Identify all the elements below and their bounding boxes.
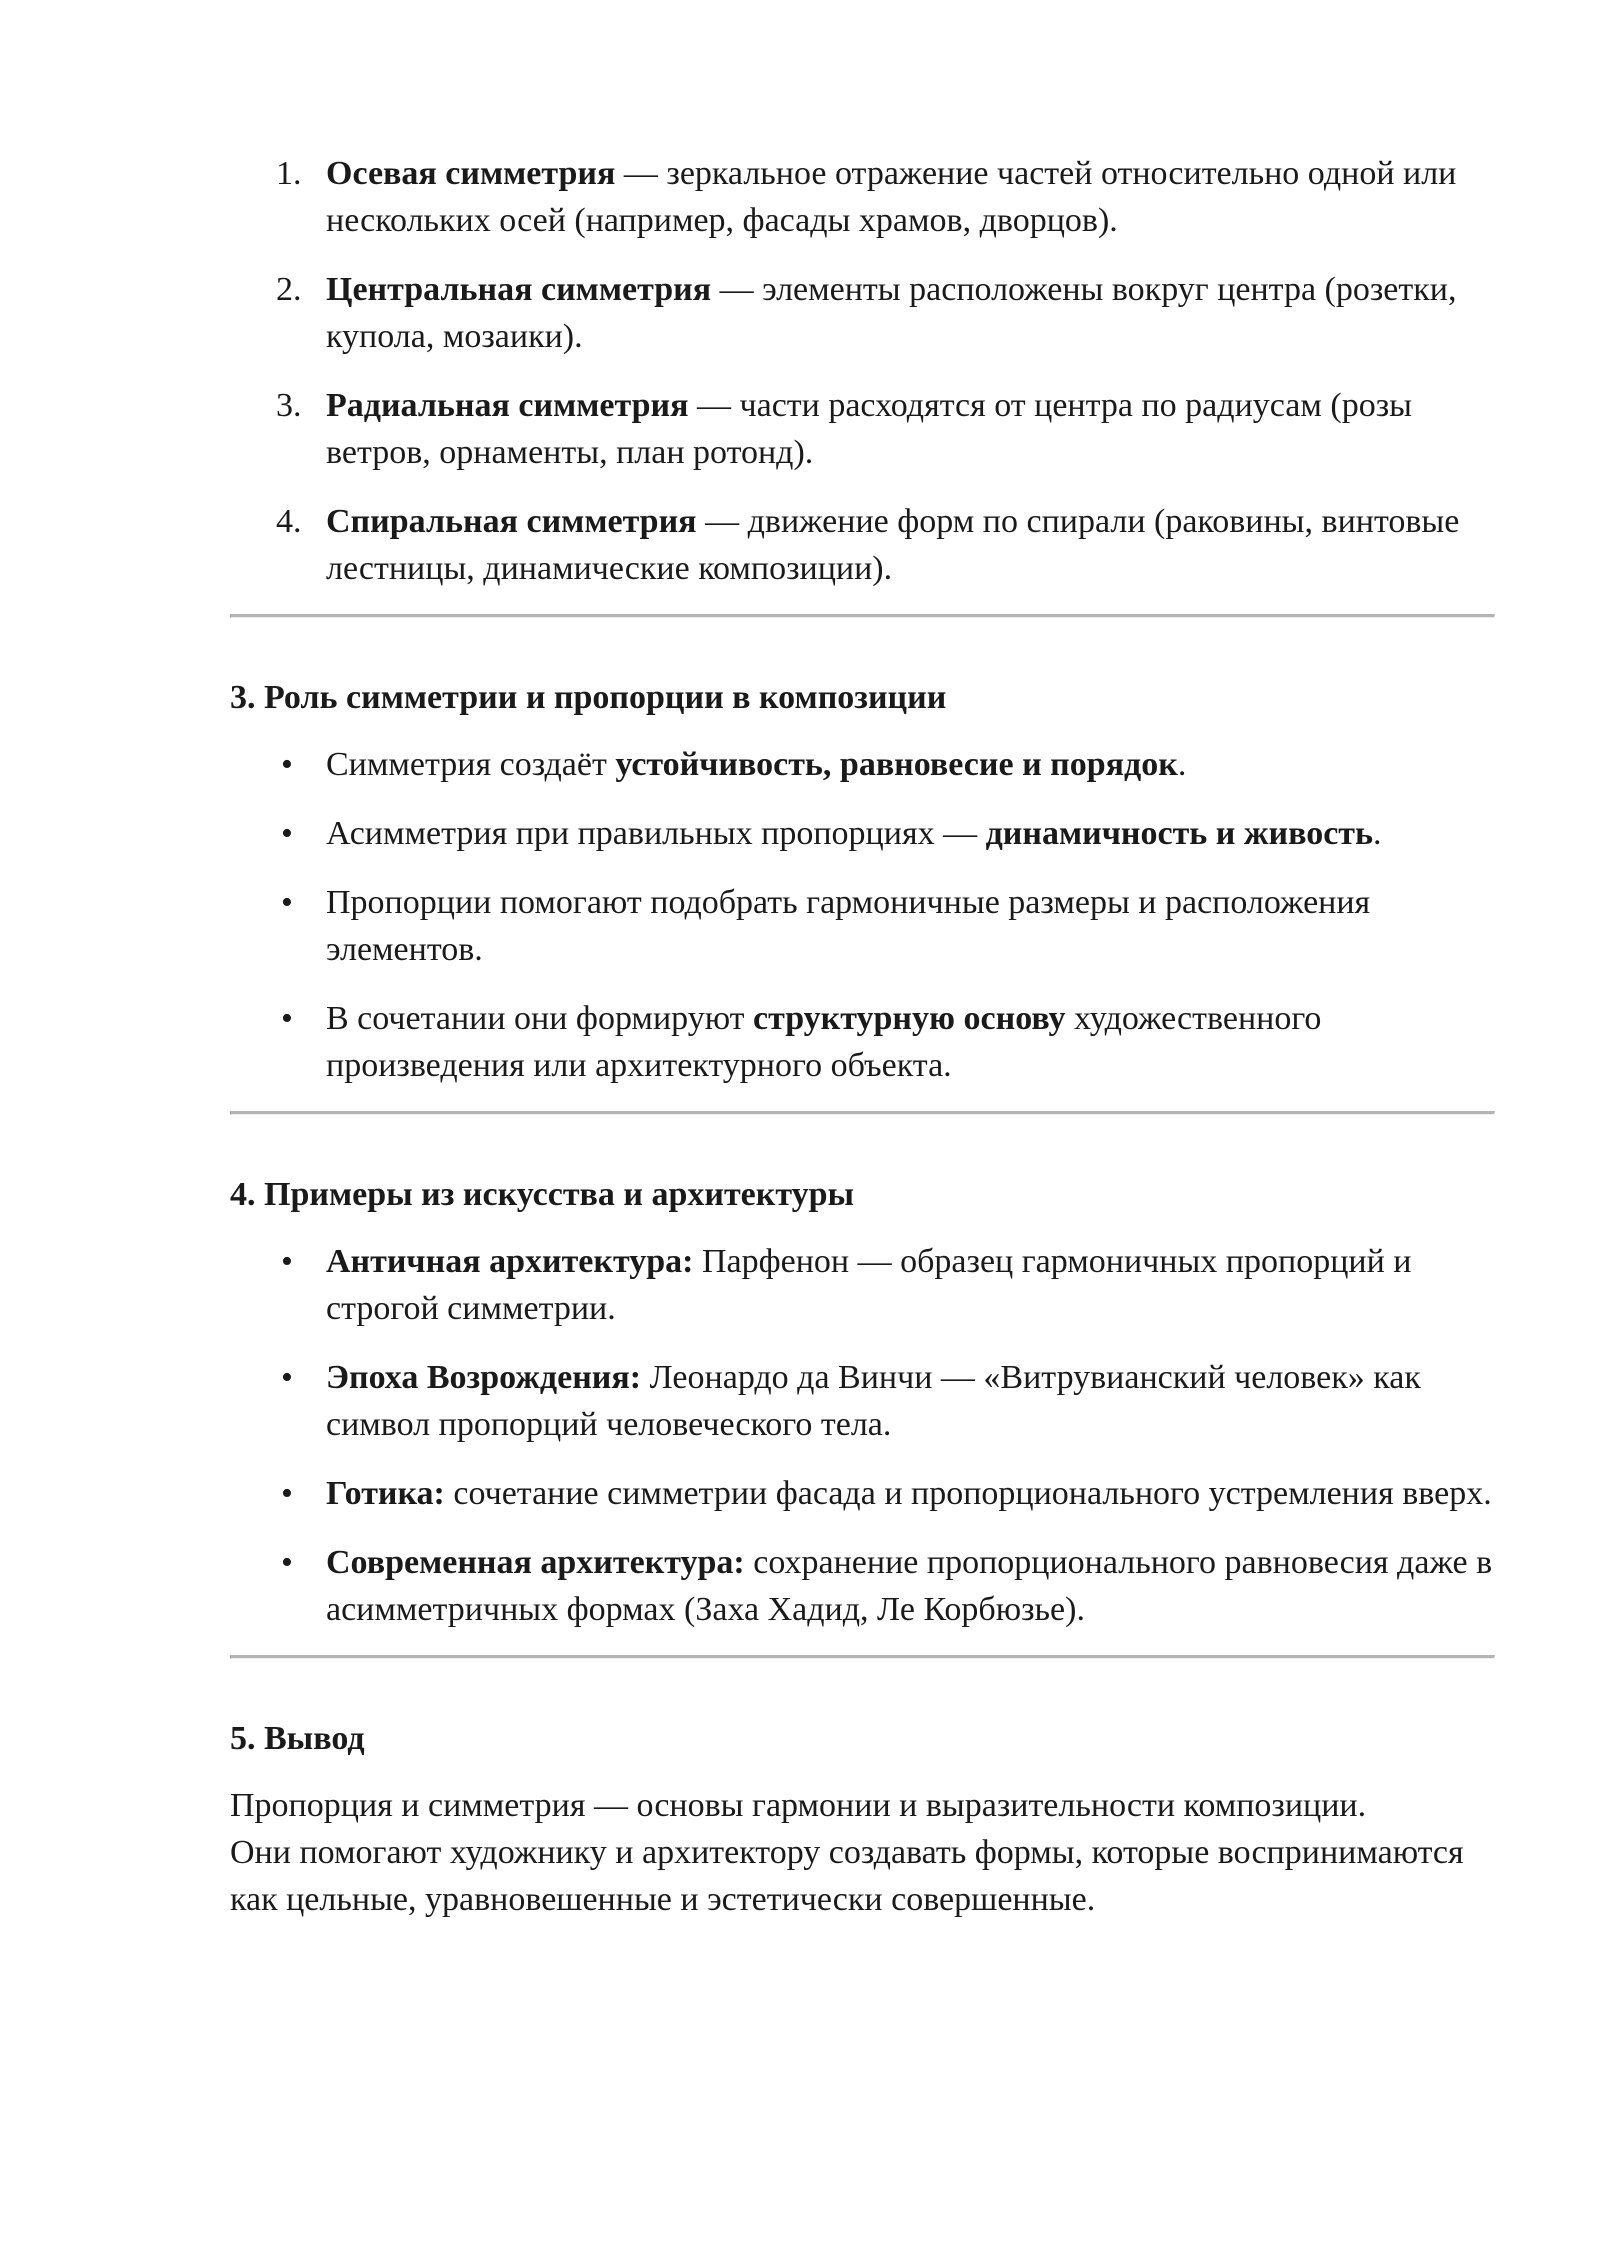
list-item [230, 382, 1495, 476]
bullet: • [281, 1000, 293, 1037]
item-text: художественного произведения или архитектурного объекта. [326, 1000, 1322, 1084]
item-text: — элементы расположены вокруг центра (розетки, купола, мозаики). [326, 271, 1457, 355]
section-divider [230, 614, 1495, 618]
list-item [230, 810, 1495, 857]
role-list [230, 741, 1495, 1089]
bullet: • [281, 1544, 293, 1581]
item-text: — движение форм по спирали (раковины, винтовые лестницы, динамические композиции). [326, 503, 1460, 587]
section-heading: 5. Вывод [230, 1720, 365, 1757]
section-heading: 3. Роль симметрии и пропорции в композиции [230, 679, 947, 716]
list-item [230, 1470, 1495, 1517]
list-item [230, 879, 1495, 973]
list-number: 3. [276, 387, 302, 424]
term-bold: Античная архитектура: [326, 1243, 694, 1280]
term-bold: Радиальная симметрия [326, 387, 689, 424]
term-bold: Готика: [326, 1475, 445, 1512]
section-heading: 4. Примеры из искусства и архитектуры [230, 1176, 855, 1213]
term-bold: Спиральная симметрия [326, 503, 697, 540]
item-text: Парфенон — образец гармоничных пропорций и строгой симметрии. [326, 1243, 1412, 1327]
bullet: • [281, 746, 293, 783]
list-item [230, 995, 1495, 1089]
bullet: • [281, 1359, 293, 1396]
list-item [230, 1354, 1495, 1448]
list-number: 4. [276, 503, 302, 540]
item-text: . [1177, 746, 1187, 783]
conclusion-paragraph [230, 1782, 1495, 1923]
list-item [230, 741, 1495, 788]
term-bold: Эпоха Возрождения: [326, 1359, 642, 1396]
document-page [230, 150, 1495, 1923]
bullet: • [281, 815, 293, 852]
list-item [230, 266, 1495, 360]
bullet: • [281, 884, 293, 921]
item-text: Леонардо да Винчи — «Витрувианский человек» как символ пропорций человеческого тела. [326, 1359, 1421, 1443]
list-item [230, 1539, 1495, 1633]
item-text: Асимметрия при правильных пропорциях — [326, 815, 986, 852]
list-number: 1. [276, 155, 302, 192]
list-number: 2. [276, 271, 302, 308]
item-text: сохранение пропорционального равновесия даже в асимметричных формах (Заха Хадид, Ле Корбюзье). [326, 1544, 1493, 1628]
symmetry-types-list [230, 150, 1495, 592]
item-text: — части расходятся от центра по радиусам (розы ветров, орнаменты, план ротонд). [326, 387, 1412, 471]
item-text: Симметрия создаёт [326, 746, 616, 783]
conclusion-line: Пропорция и симметрия — основы гармонии и выразительности композиции. [230, 1787, 1367, 1824]
term-bold: Осевая симметрия [326, 155, 616, 192]
list-item [230, 150, 1495, 244]
bullet: • [281, 1475, 293, 1512]
item-text: . [1373, 815, 1382, 852]
item-text: В сочетании они формируют [326, 1000, 754, 1037]
emphasis-bold: устойчивость, равновесие и порядок [615, 746, 1178, 783]
emphasis-bold: динамичность и живость [985, 815, 1373, 852]
bullet: • [281, 1243, 293, 1280]
item-text: Пропорции помогают подобрать гармоничные размеры и расположения элементов. [326, 884, 1371, 968]
item-text: — зеркальное отражение частей относительно одной или нескольких осей (например, фасады храмов, дворцов). [326, 155, 1457, 239]
emphasis-bold: структурную основу [753, 1000, 1066, 1037]
term-bold: Современная архитектура: [326, 1544, 745, 1581]
section-divider [230, 1111, 1495, 1115]
examples-list [230, 1238, 1495, 1633]
conclusion-line: Они помогают художнику и архитектору создавать формы, которые воспринимаются как цельные, уравновешенные и эстетически совершенные. [230, 1834, 1464, 1918]
list-item [230, 498, 1495, 592]
item-text: сочетание симметрии фасада и пропорционального устремления вверх. [444, 1475, 1492, 1512]
section-divider [230, 1655, 1495, 1659]
term-bold: Центральная симметрия [326, 271, 712, 308]
list-item [230, 1238, 1495, 1332]
